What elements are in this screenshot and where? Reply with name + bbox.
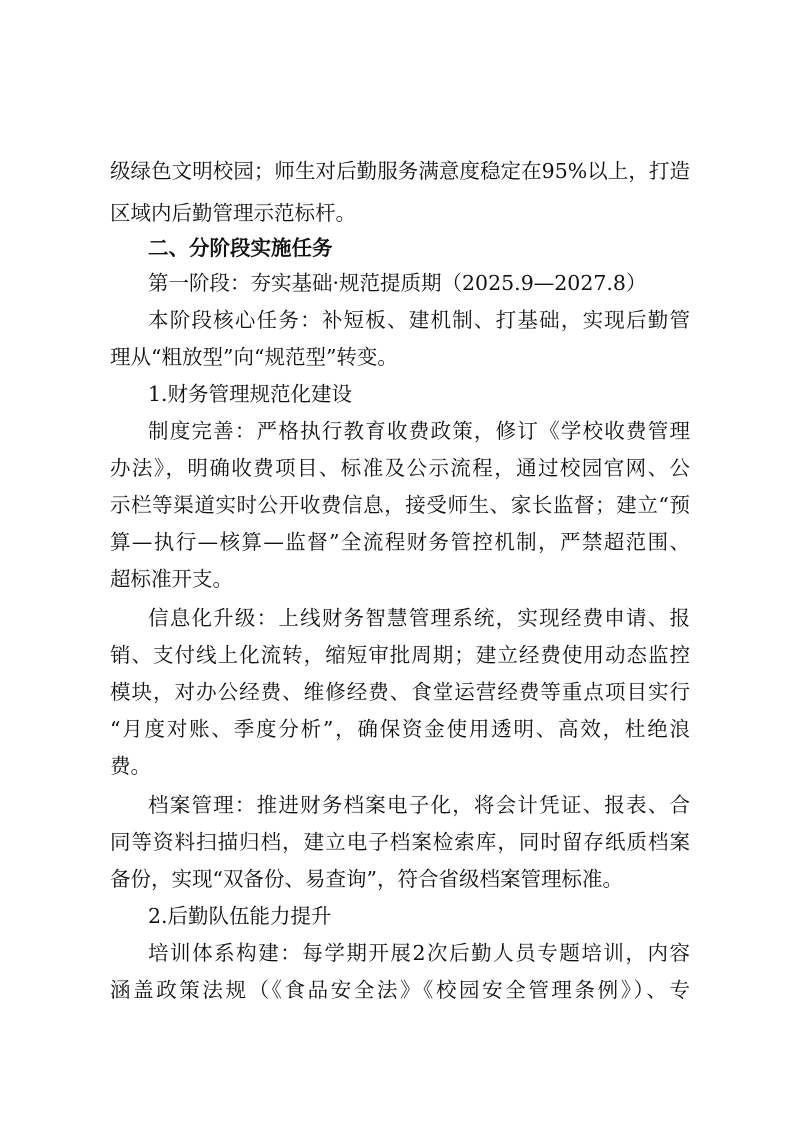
paragraph-line: 级绿色文明校园；师生对后勤服务满意度稳定在95%以上，打造 [110,159,690,183]
paragraph-line: 示栏等渠道实时公开收费信息，接受师生、家长监督；建立“预 [110,493,690,517]
paragraph-line: 档案管理：推进财务档案电子化，将会计凭证、报表、合 [148,793,690,817]
paragraph-line: 费。 [110,754,151,778]
paragraph-line: 涵盖政策法规（《食品安全法》《校园安全管理条例》）、专 [110,978,690,1002]
subsection-heading: 2.后勤队伍能力提升 [148,904,332,928]
paragraph-line: 制度完善：严格执行教育收费政策，修订《学校收费管理 [148,419,690,443]
paragraph-line: 模块，对办公经费、维修经费、食堂运营经费等重点项目实行 [110,680,690,704]
paragraph-line: 本阶段核心任务：补短板、建机制、打基础，实现后勤管 [148,308,690,332]
subsection-heading: 1.财务管理规范化建设 [148,382,353,406]
paragraph-line: 销、支付线上化流转，缩短审批周期；建立经费使用动态监控 [110,643,690,667]
stage-heading: 第一阶段：夯实基础·规范提质期（2025.9—2027.8） [148,271,647,295]
section-heading: 二、分阶段实施任务 [148,236,333,260]
paragraph-line: 培训体系构建：每学期开展2次后勤人员专题培训，内容 [148,941,690,965]
paragraph-line: 超标准开支。 [110,567,233,591]
paragraph-line: 信息化升级：上线财务智慧管理系统，实现经费申请、报 [148,606,690,630]
paragraph-line: “月度对账、季度分析”，确保资金使用透明、高效，杜绝浪 [110,717,690,741]
paragraph-line: 同等资料扫描归档，建立电子档案检索库，同时留存纸质档案 [110,830,690,854]
paragraph-line: 算—执行—核算—监督”全流程财务管控机制，严禁超范围、 [110,530,690,554]
paragraph-line: 备份，实现“双备份、易查询”，符合省级档案管理标准。 [110,867,623,891]
paragraph-line: 区域内后勤管理示范标杆。 [110,201,356,225]
paragraph-line: 办法》，明确收费项目、标准及公示流程，通过校园官网、公 [110,456,690,480]
paragraph-line: 理从“粗放型”向“规范型”转变。 [110,345,398,369]
